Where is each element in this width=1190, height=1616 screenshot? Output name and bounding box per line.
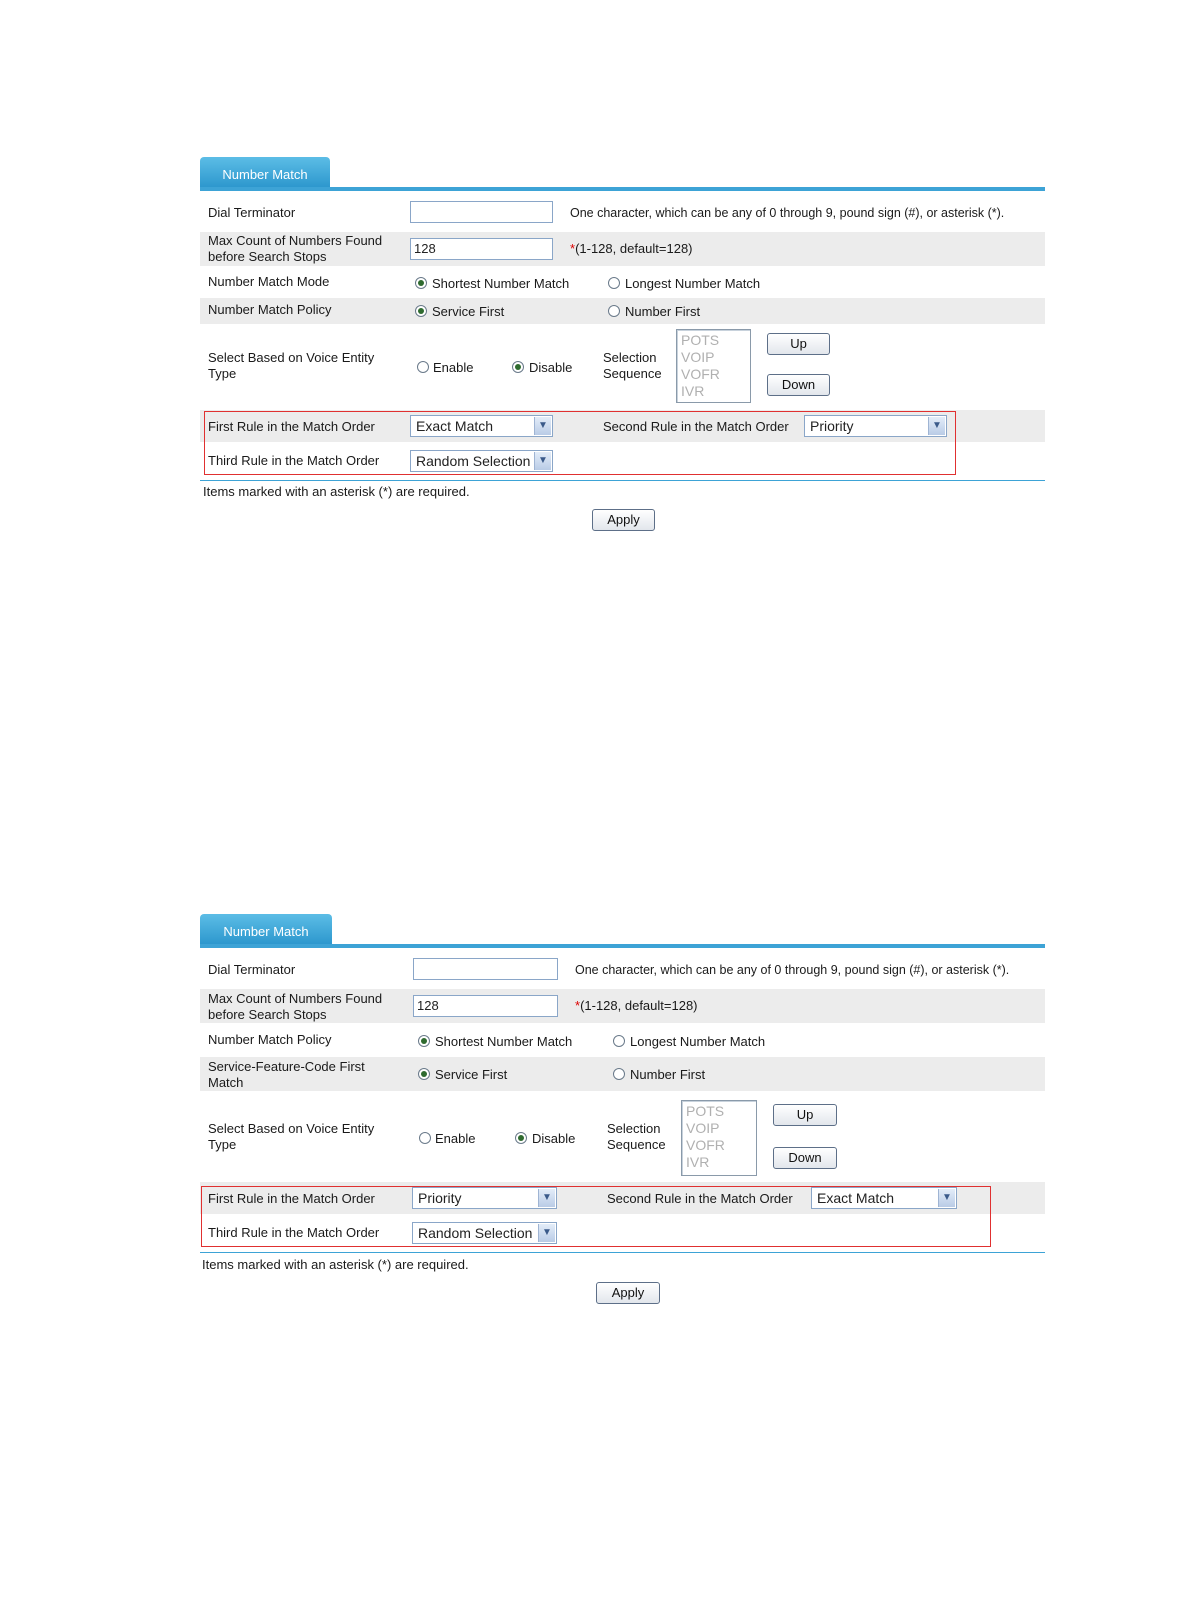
radio-service-first[interactable] (418, 1068, 430, 1080)
first-rule-label: First Rule in the Match Order (208, 419, 375, 434)
number-first-label: Number First (630, 1067, 706, 1082)
number-match-policy-row (200, 1027, 1045, 1055)
disable-label: Disable (532, 1131, 576, 1146)
max-count-input[interactable]: 128 (413, 995, 558, 1017)
highlight-box (201, 1186, 991, 1247)
service-feature-code-line1: Service-Feature-Code First (208, 1059, 365, 1074)
max-count-label (208, 233, 382, 265)
tab-number-match[interactable]: Number Match (200, 914, 332, 946)
dial-terminator-label: Dial Terminator (208, 205, 296, 220)
chevron-down-icon[interactable]: ▼ (928, 417, 945, 435)
third-rule-value: Random Selection (416, 453, 531, 469)
max-count-label-line1: Max Count of Numbers Found (208, 233, 383, 248)
second-rule-label: Second Rule in the Match Order (603, 419, 789, 434)
list-item[interactable]: VOIP (686, 1120, 720, 1136)
voice-entity-label-line1: Select Based on Voice Entity (208, 350, 375, 365)
third-rule-label: Third Rule in the Match Order (208, 453, 380, 468)
radio-enable[interactable] (417, 361, 429, 373)
required-note: Items marked with an asterisk (*) are required. (203, 484, 470, 499)
max-count-hint (575, 998, 698, 1014)
down-button[interactable]: Down (773, 1147, 837, 1169)
list-item[interactable]: VOFR (681, 366, 720, 382)
max-count-range: (1-128, default=128) (575, 241, 693, 256)
radio-shortest-number-match[interactable] (418, 1035, 430, 1047)
first-rule-label: First Rule in the Match Order (208, 1191, 375, 1206)
radio-longest-number-match[interactable] (608, 277, 620, 289)
number-match-panel-1 (200, 157, 1045, 537)
dial-terminator-row (200, 198, 1045, 228)
selection-sequence-label (607, 1121, 666, 1153)
highlight-box (204, 411, 956, 475)
enable-label: Enable (435, 1131, 476, 1146)
second-rule-value: Priority (810, 418, 854, 434)
max-count-row (200, 232, 1045, 266)
max-count-range: (1-128, default=128) (580, 998, 698, 1013)
max-count-label (208, 991, 382, 1023)
chevron-down-icon[interactable]: ▼ (534, 452, 551, 470)
list-item[interactable]: VOFR (686, 1137, 725, 1153)
voice-entity-label (208, 350, 374, 382)
required-asterisk: * (570, 241, 576, 256)
tab-underline (200, 944, 1045, 948)
max-count-input[interactable]: 128 (410, 238, 553, 260)
selection-sequence-listbox[interactable] (681, 1100, 757, 1176)
max-count-label-line2: before Search Stops (208, 249, 327, 264)
apply-button[interactable]: Apply (596, 1282, 660, 1304)
separator-line (200, 480, 1045, 481)
longest-number-match-label: Longest Number Match (630, 1034, 766, 1049)
chevron-down-icon[interactable]: ▼ (538, 1224, 555, 1242)
separator-line (200, 1252, 1045, 1253)
disable-label: Disable (529, 360, 573, 375)
number-match-mode-row (200, 270, 1045, 296)
radio-disable[interactable] (515, 1132, 527, 1144)
chevron-down-icon[interactable]: ▼ (534, 417, 551, 435)
chevron-down-icon[interactable]: ▼ (938, 1189, 955, 1207)
service-feature-code-label (208, 1059, 365, 1091)
selection-sequence-line1: Selection (607, 1121, 661, 1136)
up-button[interactable]: Up (767, 333, 830, 355)
second-rule-label: Second Rule in the Match Order (607, 1191, 793, 1206)
voice-entity-row (200, 1097, 1045, 1177)
selection-sequence-line2: Sequence (603, 366, 662, 381)
max-count-label-line2: before Search Stops (208, 1007, 327, 1022)
third-rule-value: Random Selection (418, 1225, 533, 1241)
list-item[interactable]: VOIP (681, 349, 715, 365)
max-count-hint (570, 241, 693, 257)
number-match-mode-label: Number Match Mode (208, 274, 330, 289)
selection-sequence-label (603, 350, 662, 382)
radio-number-first[interactable] (613, 1068, 625, 1080)
selection-sequence-line1: Selection (603, 350, 657, 365)
radio-shortest-number-match[interactable] (415, 277, 427, 289)
dial-terminator-label: Dial Terminator (208, 962, 296, 977)
max-count-label-line1: Max Count of Numbers Found (208, 991, 383, 1006)
list-item[interactable]: POTS (681, 332, 720, 348)
enable-label: Enable (433, 360, 474, 375)
number-match-policy-label: Number Match Policy (208, 1032, 332, 1047)
selection-sequence-listbox[interactable] (676, 329, 751, 403)
down-button[interactable]: Down (767, 374, 830, 396)
voice-entity-row (200, 326, 1045, 406)
required-asterisk: * (575, 998, 581, 1013)
selection-sequence-line2: Sequence (607, 1137, 666, 1152)
apply-button[interactable]: Apply (592, 509, 655, 531)
third-rule-label: Third Rule in the Match Order (208, 1225, 380, 1240)
list-item[interactable]: IVR (681, 383, 705, 399)
max-count-row (200, 989, 1045, 1023)
required-note: Items marked with an asterisk (*) are required. (202, 1257, 469, 1272)
dial-terminator-hint: One character, which can be any of 0 through 9, pound sign (#), or asterisk (*). (575, 963, 1010, 977)
radio-number-first[interactable] (608, 305, 620, 317)
number-match-policy-row (200, 298, 1045, 324)
service-first-label: Service First (432, 304, 505, 319)
voice-entity-label (208, 1121, 374, 1153)
service-feature-code-line2: Match (208, 1075, 244, 1090)
list-item[interactable]: POTS (686, 1103, 725, 1119)
number-first-label: Number First (625, 304, 701, 319)
radio-disable[interactable] (512, 361, 524, 373)
shortest-number-match-label: Shortest Number Match (435, 1034, 573, 1049)
list-item[interactable]: IVR (686, 1154, 710, 1170)
voice-entity-label-line2: Type (208, 1137, 237, 1152)
number-match-policy-label: Number Match Policy (208, 302, 332, 317)
second-rule-value: Exact Match (817, 1190, 895, 1206)
longest-number-match-label: Longest Number Match (625, 276, 761, 291)
shortest-number-match-label: Shortest Number Match (432, 276, 570, 291)
dial-terminator-row (200, 955, 1045, 985)
up-button[interactable]: Up (773, 1104, 837, 1126)
first-rule-value: Priority (418, 1190, 462, 1206)
first-rule-value: Exact Match (416, 418, 494, 434)
dial-terminator-hint: One character, which can be any of 0 through 9, pound sign (#), or asterisk (*). (570, 206, 1005, 220)
tab-underline (200, 187, 1045, 191)
number-match-panel-2 (200, 914, 1045, 1314)
voice-entity-label-line1: Select Based on Voice Entity (208, 1121, 375, 1136)
radio-enable[interactable] (419, 1132, 431, 1144)
dial-terminator-input[interactable] (413, 958, 558, 980)
dial-terminator-input[interactable] (410, 201, 553, 223)
voice-entity-label-line2: Type (208, 366, 237, 381)
service-first-label: Service First (435, 1067, 508, 1082)
radio-service-first[interactable] (415, 305, 427, 317)
chevron-down-icon[interactable]: ▼ (538, 1189, 555, 1207)
service-feature-code-row (200, 1057, 1045, 1091)
radio-longest-number-match[interactable] (613, 1035, 625, 1047)
tab-number-match[interactable]: Number Match (200, 157, 330, 189)
